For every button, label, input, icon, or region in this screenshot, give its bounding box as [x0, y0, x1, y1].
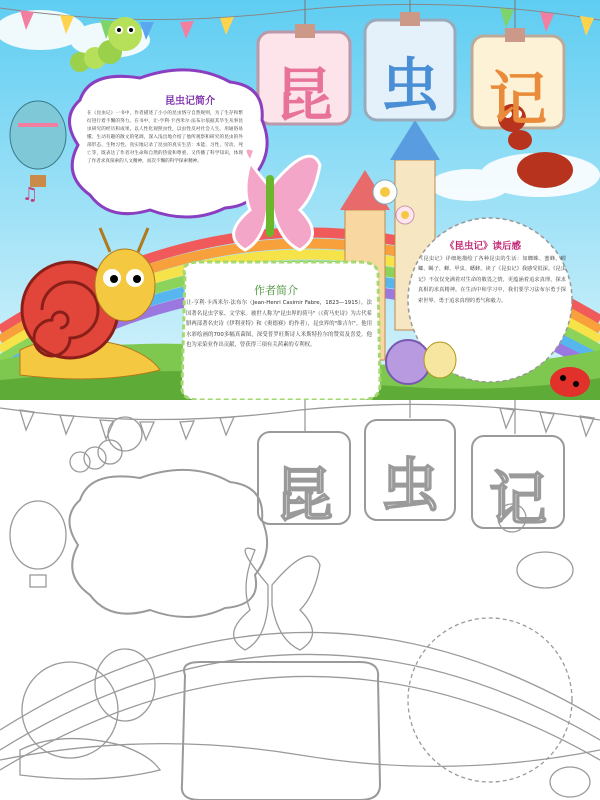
grass-outline — [0, 744, 600, 767]
title-char-2: 虫 — [380, 51, 439, 119]
outline-title-char-3: 记 — [488, 465, 547, 533]
clothespin-icon — [505, 28, 525, 42]
outline-title-char-2: 虫 — [380, 451, 439, 519]
clothespin-icon — [400, 12, 420, 26]
rainbow-icon — [0, 632, 600, 770]
author-title: 作者简介 — [254, 284, 298, 297]
title-char-1: 昆 — [274, 61, 333, 129]
coloring-outline-poster — [0, 400, 600, 800]
intro-cloud-outline — [69, 470, 267, 617]
snail-icon — [20, 649, 160, 779]
ladybug-icon — [550, 367, 590, 397]
snail-icon — [386, 340, 456, 384]
ladybug-icon — [550, 767, 590, 797]
author-frame-outline — [182, 662, 380, 800]
caterpillar-icon — [70, 417, 142, 472]
review-body: 《昆虫记》详细地描绘了各种昆虫的生活：如蜘蛛、蜜蜂、螳螂、蝎子、蝉、甲虫、蟋蟀。读了《昆虫记》我感受很深。《昆虫记》不仅仅充满着对生命的敬畏之情，更蕴涵着追求真理、探求真相的求真精神。在生活中和学习中，我们要学习法布尔勇于探索世界、勇于追求真理的勇气和毅力。 — [418, 256, 566, 304]
review-circle-outline — [408, 618, 572, 782]
intro-title: 昆虫记简介 — [165, 96, 215, 107]
clothespin-icon — [295, 24, 315, 38]
title-char-3: 记 — [488, 65, 547, 133]
intro-body: 在《昆虫记》一书中，作者描述了小小的昆虫恪守自然规则，为了生存和繁衍进行着不懈的努力。在书中，让-亨利·卡西米尔·法布尔依据其毕生从事昆虫研究的经历和成果，以人性化观照虫性，以虫性反衬社会人生。用通俗易懂、生动有趣的散文的笔调，深入浅出地介绍了他所观察和研究的昆虫的外部形态、生物习性、真实地记录了昆虫的真实生活：本能、习性、劳动、死亡等，既表达了作者对生命和自然的热爱和尊重，又传播了科学知识，体现了作者求真探索的人文精神，而次不懈的科学探索精神。 — [87, 111, 243, 164]
author-body: 让-亨利·卡西米尔·法布尔（Jean-Henri Casimir Fabre，1823—1915），法国著名昆虫学家、文学家。被世人称为"昆虫界的荷马"（《荷马史诗》为古代希腊两部著名史诗《伊利亚特》和《奥德赛》的作者），昆虫界的"维吉尔"。他用水彩绘画的700多幅真菌图，深受普罗旺斯诗人米斯特拉尔的赞赏及喜爱。他也为采染业作出贡献，曾获得三项有关茜素的专利权。 — [186, 300, 372, 348]
music-note-icon: ♫ — [22, 184, 39, 205]
butterfly-icon — [234, 548, 320, 650]
hot-air-balloon-icon — [10, 501, 66, 587]
bunting-flags-icon — [0, 404, 600, 440]
outline-title-char-1: 昆 — [274, 461, 333, 529]
review-title: 《昆虫记》读后感 — [444, 241, 521, 252]
